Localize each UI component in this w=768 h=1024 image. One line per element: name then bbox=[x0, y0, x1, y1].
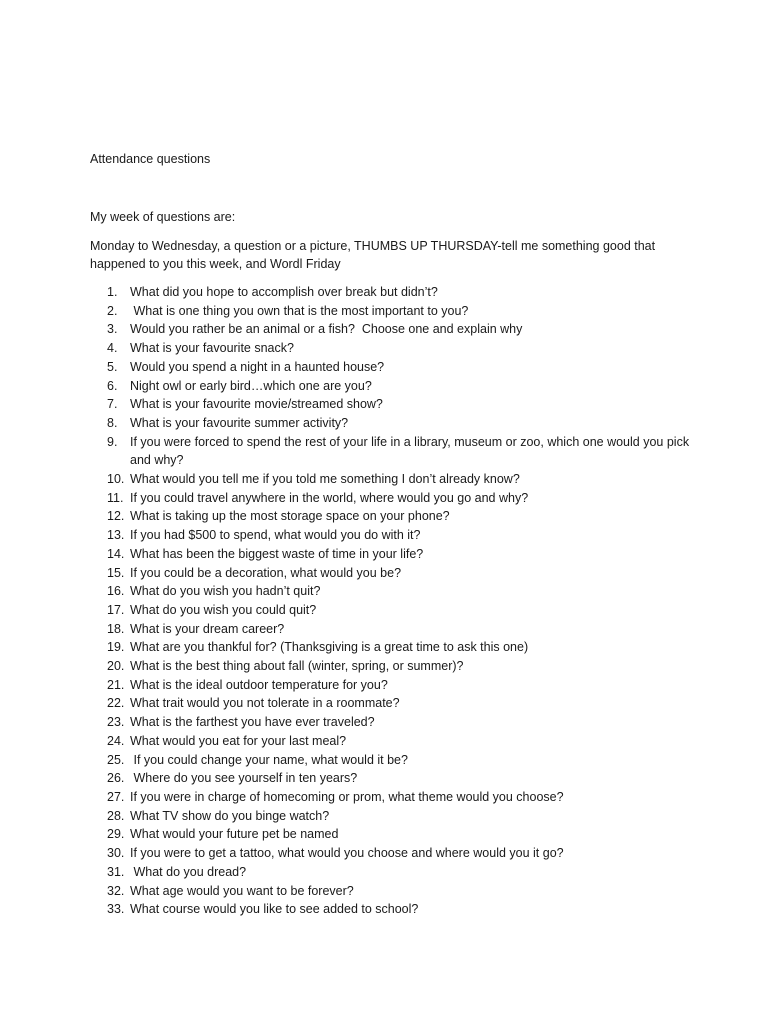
question-number: 12. bbox=[107, 509, 125, 524]
question-number: 33. bbox=[107, 902, 125, 917]
question-item bbox=[90, 564, 690, 583]
question-text: If you were forced to spend the rest of your life in a library, museum or zoo, which one would you pick and why? bbox=[130, 434, 693, 468]
question-item bbox=[90, 582, 690, 601]
question-number: 6. bbox=[107, 378, 118, 393]
question-number: 30. bbox=[107, 846, 125, 861]
question-item bbox=[90, 769, 690, 788]
question-text: What do you dread? bbox=[130, 864, 247, 879]
question-number: 1. bbox=[107, 285, 118, 299]
question-number: 22. bbox=[107, 696, 125, 711]
document-title: Attendance questions bbox=[90, 152, 211, 166]
question-number: 13. bbox=[107, 528, 125, 543]
question-item bbox=[90, 601, 690, 620]
question-item bbox=[90, 882, 690, 901]
question-text: What is your dream career? bbox=[130, 621, 285, 636]
question-item bbox=[90, 620, 690, 639]
question-number: 2. bbox=[107, 303, 118, 318]
question-item bbox=[90, 433, 693, 470]
question-number: 29. bbox=[107, 827, 125, 842]
question-number: 28. bbox=[107, 808, 125, 823]
question-text: What is your favourite summer activity? bbox=[130, 415, 349, 430]
question-item bbox=[90, 414, 690, 433]
question-number: 7. bbox=[107, 397, 118, 412]
question-number: 9. bbox=[107, 434, 118, 449]
question-text: Would you rather be an animal or a fish? Choose one and explain why bbox=[130, 322, 523, 337]
question-number: 11. bbox=[107, 490, 124, 505]
question-item bbox=[90, 507, 690, 526]
question-number: 4. bbox=[107, 341, 118, 356]
question-item bbox=[90, 900, 690, 919]
question-number: 25. bbox=[107, 752, 125, 767]
question-item bbox=[90, 844, 690, 863]
question-text: What is your favourite snack? bbox=[130, 341, 294, 356]
question-number: 27. bbox=[107, 789, 125, 804]
question-item bbox=[90, 283, 690, 302]
question-text: What is the ideal outdoor temperature for you? bbox=[130, 677, 388, 692]
question-item bbox=[90, 526, 690, 545]
question-text: What trait would you not tolerate in a roommate? bbox=[130, 696, 400, 711]
question-item bbox=[90, 358, 690, 377]
question-item bbox=[90, 489, 690, 508]
question-number: 18. bbox=[107, 621, 125, 636]
question-item bbox=[90, 694, 690, 713]
question-number: 3. bbox=[107, 322, 118, 337]
question-text: What did you hope to accomplish over break but didn’t? bbox=[130, 285, 438, 299]
question-number: 32. bbox=[107, 883, 125, 898]
question-text: If you could be a decoration, what would you be? bbox=[130, 565, 402, 580]
question-text: What do you wish you hadn’t quit? bbox=[130, 584, 321, 599]
question-number: 14. bbox=[107, 546, 125, 561]
question-number: 26. bbox=[107, 771, 125, 786]
question-text: If you were in charge of homecoming or prom, what theme would you choose? bbox=[130, 789, 564, 804]
question-text: Night owl or early bird…which one are you? bbox=[130, 378, 372, 393]
question-number: 16. bbox=[107, 584, 125, 599]
question-text: What course would you like to see added to school? bbox=[130, 902, 419, 917]
question-text: Would you spend a night in a haunted house? bbox=[130, 359, 385, 374]
question-number: 20. bbox=[107, 659, 125, 674]
question-item bbox=[90, 638, 690, 657]
question-item bbox=[90, 320, 690, 339]
question-item bbox=[90, 377, 690, 396]
question-text: What is one thing you own that is the most important to you? bbox=[130, 303, 469, 318]
question-text: If you were to get a tattoo, what would you choose and where would you it go? bbox=[130, 846, 564, 861]
question-text: Where do you see yourself in ten years? bbox=[130, 771, 358, 786]
question-text: If you could change your name, what would it be? bbox=[130, 752, 408, 767]
question-item bbox=[90, 863, 690, 882]
question-text: What do you wish you could quit? bbox=[130, 602, 317, 617]
question-item bbox=[90, 751, 690, 770]
question-number: 10. bbox=[107, 472, 125, 487]
question-number: 19. bbox=[107, 640, 125, 655]
question-text: What has been the biggest waste of time in your life? bbox=[130, 546, 424, 561]
question-text: What is the best thing about fall (winter, spring, or summer)? bbox=[130, 659, 464, 674]
question-item bbox=[90, 825, 690, 844]
question-item bbox=[90, 807, 690, 826]
question-text: What is your favourite movie/streamed show? bbox=[130, 397, 383, 412]
question-text: What are you thankful for? (Thanksgiving is a great time to ask this one) bbox=[130, 640, 529, 655]
question-text: What TV show do you binge watch? bbox=[130, 808, 330, 823]
question-text: What is taking up the most storage space on your phone? bbox=[130, 509, 450, 524]
document-subtitle: My week of questions are: bbox=[90, 210, 236, 224]
question-text: What age would you want to be forever? bbox=[130, 883, 354, 898]
question-text: If you could travel anywhere in the world, where would you go and why? bbox=[130, 490, 529, 505]
question-item bbox=[90, 395, 690, 414]
question-item bbox=[90, 657, 690, 676]
question-number: 15. bbox=[107, 565, 125, 580]
question-list bbox=[90, 283, 693, 919]
question-text: What would you tell me if you told me something I don’t already know? bbox=[130, 472, 520, 487]
question-text: What would your future pet be named bbox=[130, 827, 339, 842]
document-page bbox=[90, 150, 693, 919]
question-number: 24. bbox=[107, 733, 125, 748]
question-text: What would you eat for your last meal? bbox=[130, 733, 347, 748]
question-item bbox=[90, 676, 690, 695]
question-item bbox=[90, 302, 690, 321]
question-item bbox=[90, 339, 690, 358]
question-number: 31. bbox=[107, 864, 125, 879]
question-number: 8. bbox=[107, 415, 118, 430]
question-item bbox=[90, 788, 690, 807]
question-text: What is the farthest you have ever traveled? bbox=[130, 715, 375, 730]
question-text: If you had $500 to spend, what would you do with it? bbox=[130, 528, 421, 543]
question-number: 21. bbox=[107, 677, 125, 692]
question-item bbox=[90, 732, 690, 751]
question-item bbox=[90, 470, 690, 489]
question-item bbox=[90, 713, 690, 732]
question-number: 23. bbox=[107, 715, 125, 730]
question-item bbox=[90, 545, 690, 564]
question-number: 17. bbox=[107, 602, 125, 617]
document-intro: Monday to Wednesday, a question or a picture, THUMBS UP THURSDAY-tell me something good that happened to you this week, and Wordl Friday bbox=[90, 239, 656, 271]
question-number: 5. bbox=[107, 359, 118, 374]
